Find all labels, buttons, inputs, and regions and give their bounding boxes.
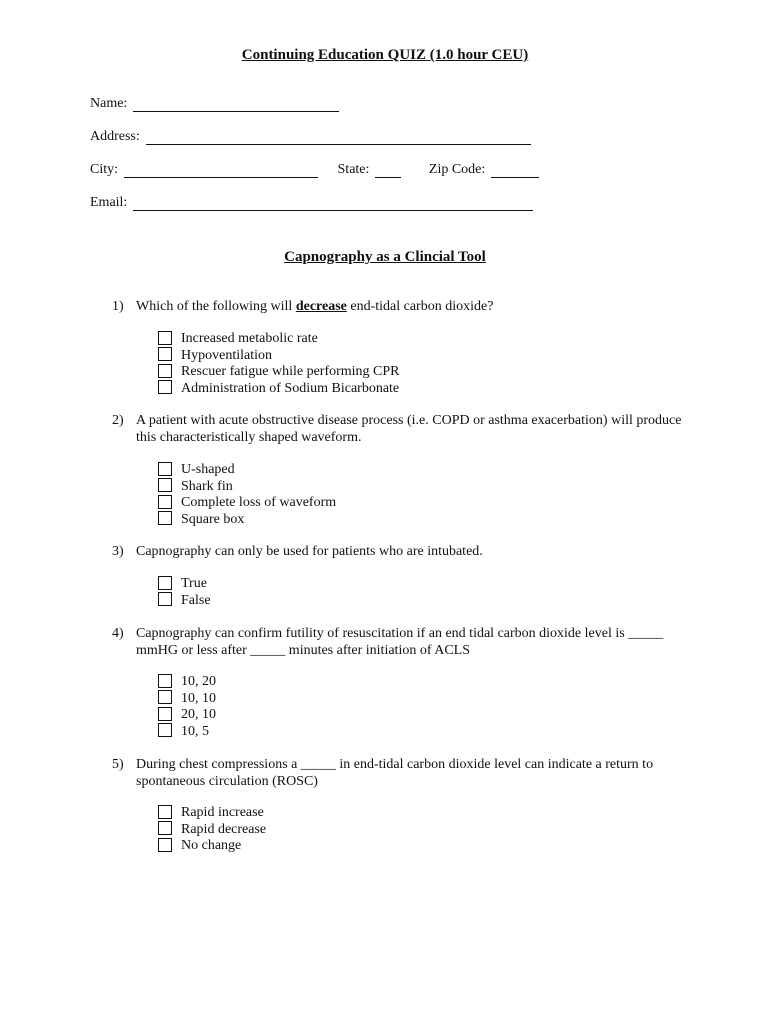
city-state-zip-row — [90, 162, 539, 180]
question-text: A patient with acute obstructive disease process (i.e. COPD or asthma exacerbation) will produce this characteristically shaped waveform. — [136, 413, 682, 445]
email-field — [90, 195, 533, 213]
question-3-options — [158, 576, 211, 609]
checkbox[interactable] — [158, 347, 172, 361]
checkbox[interactable] — [158, 707, 172, 721]
option-item[interactable] — [158, 479, 336, 496]
checkbox[interactable] — [158, 380, 172, 394]
option-item[interactable] — [158, 691, 216, 708]
question-1-options — [158, 331, 400, 397]
question-number: 4) — [112, 626, 124, 641]
question-3 — [112, 543, 692, 560]
checkbox[interactable] — [158, 592, 172, 606]
question-4 — [112, 625, 692, 659]
question-number: 5) — [112, 757, 124, 772]
name-input-line[interactable] — [133, 97, 339, 112]
checkbox[interactable] — [158, 723, 172, 737]
question-1 — [112, 298, 692, 315]
option-label: Complete loss of waveform — [181, 495, 337, 510]
zip-input-line[interactable] — [491, 163, 539, 178]
question-4-options — [158, 674, 216, 740]
option-label: Rescuer fatigue while performing CPR — [181, 364, 400, 379]
option-label: 20, 10 — [181, 707, 216, 722]
zip-label: Zip Code: — [428, 162, 486, 177]
checkbox[interactable] — [158, 511, 172, 525]
option-label: Administration of Sodium Bicarbonate — [181, 380, 400, 396]
option-label: Increased metabolic rate — [181, 331, 318, 346]
city-input-line[interactable] — [124, 163, 318, 178]
address-input-line[interactable] — [146, 130, 531, 145]
question-text: Which of the following will decrease end-tidal carbon dioxide? — [136, 299, 494, 314]
address-label: Address: — [90, 129, 140, 144]
checkbox[interactable] — [158, 805, 172, 819]
checkbox[interactable] — [158, 364, 172, 378]
option-label: 10, 20 — [181, 674, 216, 689]
option-label: Shark fin — [181, 478, 233, 494]
email-input-line[interactable] — [133, 196, 533, 211]
question-text: During chest compressions a _____ in end-tidal carbon dioxide level can indicate a return to spontaneous circulation (ROSC) — [136, 757, 654, 789]
option-item[interactable] — [158, 576, 211, 593]
option-item[interactable] — [158, 674, 216, 691]
option-item[interactable] — [158, 805, 266, 822]
checkbox[interactable] — [158, 674, 172, 688]
name-field — [90, 96, 339, 114]
question-text: Capnography can confirm futility of resuscitation if an end tidal carbon dioxide level is _____ mmHG or less after _____ minutes after initiation of ACLS — [136, 626, 664, 658]
option-item[interactable] — [158, 822, 266, 839]
checkbox[interactable] — [158, 838, 172, 852]
option-item[interactable] — [158, 381, 400, 398]
question-2-options — [158, 462, 336, 528]
address-field — [90, 129, 531, 147]
emphasis-word: decrease — [295, 299, 347, 314]
state-input-line[interactable] — [375, 163, 401, 178]
email-label: Email: — [90, 195, 128, 210]
section-title: Capnography as a Clincial Tool — [284, 249, 486, 265]
question-5 — [112, 756, 692, 790]
checkbox[interactable] — [158, 576, 172, 590]
option-item[interactable] — [158, 724, 216, 741]
question-2 — [112, 412, 692, 446]
option-label: Rapid increase — [181, 805, 264, 820]
option-item[interactable] — [158, 348, 400, 365]
checkbox[interactable] — [158, 478, 172, 492]
checkbox[interactable] — [158, 331, 172, 345]
question-number: 1) — [112, 299, 124, 314]
question-number: 3) — [112, 544, 124, 559]
checkbox[interactable] — [158, 462, 172, 476]
checkbox[interactable] — [158, 690, 172, 704]
checkbox[interactable] — [158, 821, 172, 835]
option-item[interactable] — [158, 838, 266, 855]
option-item[interactable] — [158, 593, 211, 610]
option-label: 10, 10 — [181, 690, 216, 706]
option-item[interactable] — [158, 495, 336, 512]
option-item[interactable] — [158, 364, 400, 381]
option-label: False — [181, 592, 211, 608]
state-label: State: — [337, 162, 370, 177]
option-label: Hypoventilation — [181, 347, 272, 363]
option-label: Rapid decrease — [181, 821, 267, 837]
city-label: City: — [90, 162, 119, 177]
question-text: Capnography can only be used for patients who are intubated. — [136, 544, 483, 559]
checkbox[interactable] — [158, 495, 172, 509]
name-label: Name: — [90, 96, 128, 111]
question-5-options — [158, 805, 266, 855]
page-title: Continuing Education QUIZ (1.0 hour CEU) — [241, 47, 529, 63]
option-label: Square box — [181, 511, 245, 527]
option-item[interactable] — [158, 707, 216, 724]
option-label: True — [181, 576, 207, 591]
option-label: 10, 5 — [181, 723, 209, 739]
option-item[interactable] — [158, 331, 400, 348]
option-label: U-shaped — [181, 462, 235, 477]
option-item[interactable] — [158, 512, 336, 529]
question-number: 2) — [112, 413, 124, 428]
option-item[interactable] — [158, 462, 336, 479]
option-label: No change — [181, 838, 242, 853]
